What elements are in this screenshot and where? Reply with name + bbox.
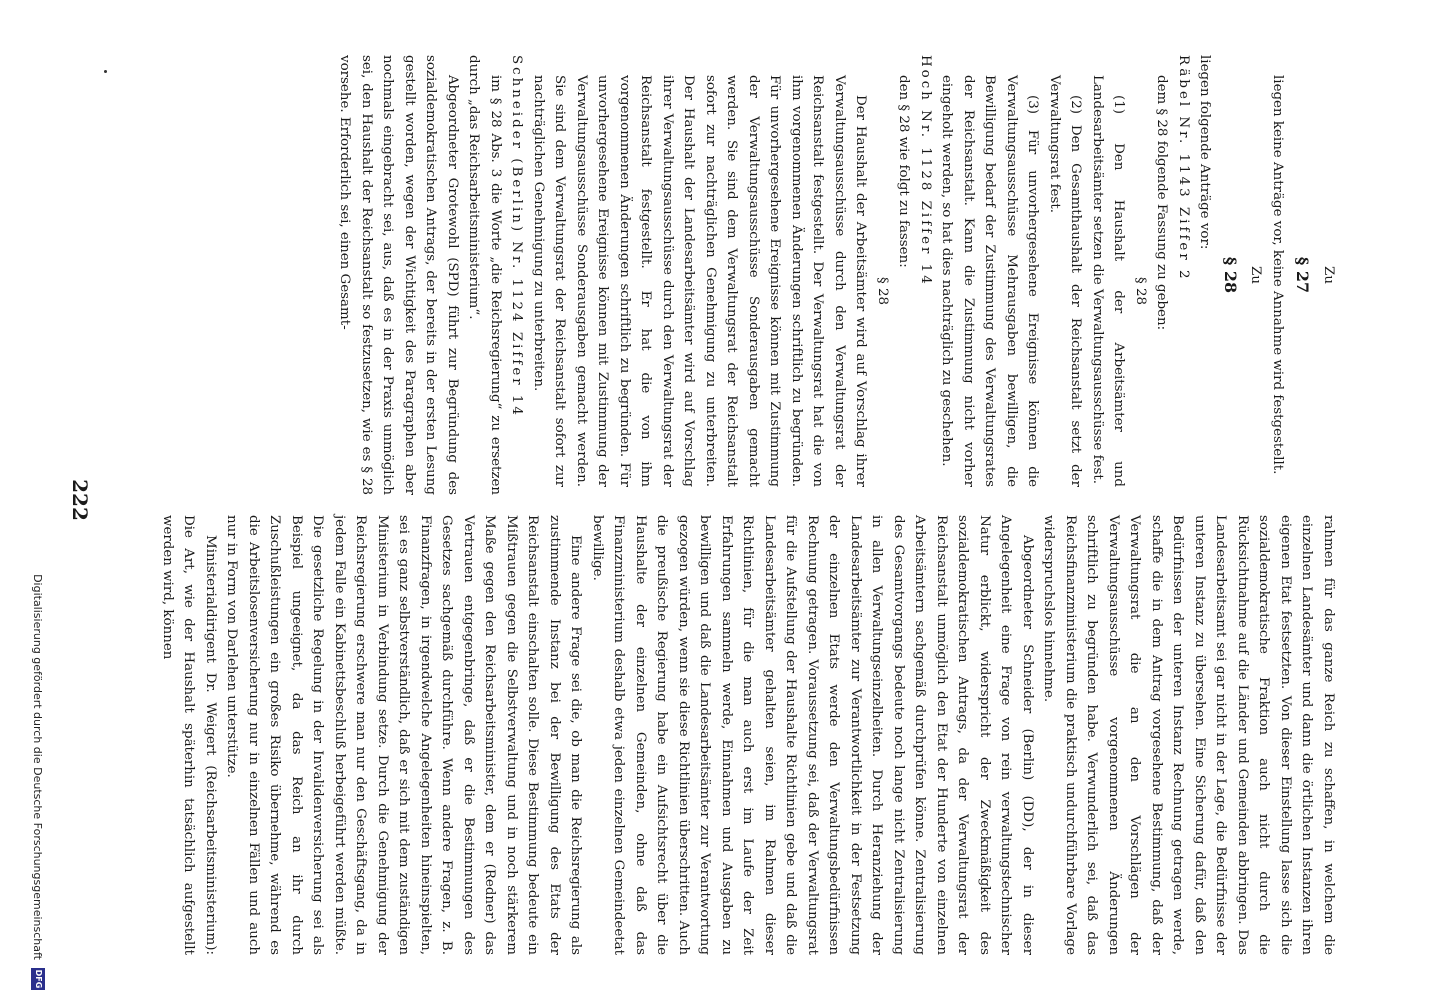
motion-text: den § 28 wie folgt zu fassen:: [896, 75, 912, 268]
motion-quote: [528, 55, 894, 495]
quoted-paragraph: (2) Den Gesamthaushalt der Reichsanstalt setzt der Verwaltungsrat fest.: [1047, 75, 1084, 487]
paragraph: liegen folgende Anträge vor:: [1197, 55, 1213, 250]
quoted-section-heading: § 28: [1133, 277, 1148, 305]
paragraph: Abgeordneter Grotewohl (SPD) führt zur Begründung des sozialdemokratischen Antrags, der bereits in der ersten Lesung gestellt worden, wegen der Wichtigkeit des Paragraphen aber nochmals eingebracht sei, aus, daß es in der Praxis unmöglich sei, den Haushalt der Reichsanstalt so festzusetzen, wie es § 28 vorsehe. Erforderlich sei, einen Gesamt-: [337, 55, 460, 495]
motion-reference: Räbel Nr. 1143 Ziffer 2: [1176, 55, 1191, 282]
digitization-credit: Digitalisierung gefördert durch die Deutsche Forschungsgemeinschaft: [31, 574, 44, 960]
quoted-paragraph: (1) Den Haushalt der Arbeitsämter und Landesarbeitsämter setzen die Verwaltungsausschüsse fest.: [1090, 75, 1127, 487]
quoted-paragraph: (3) Für unvorhergesehene Ereignisse können die Verwaltungsausschüsse Mehrausgaben bewilligen, die Bewilligung bedarf der Zustimmung des Verwaltungsrates der Reichsanstalt. Kann die Zustimmung nicht vorher eingeholt werden, so hat dies nachträglich zu geschehen.: [939, 75, 1041, 487]
paragraph: Ministerialdirigent Dr. Weigert (Reichsarbeitsministerium): Die Art, wie der Haushalt späterhin tatsächlich aufgestellt werden wird, können: [160, 515, 218, 955]
paragraph: liegen keine Anträge vor, keine Annahme wird festgestellt.: [1270, 75, 1285, 475]
section-heading-27: § 27: [1293, 256, 1313, 294]
page-number: 222: [68, 479, 92, 521]
quoted-section-heading: § 28: [875, 277, 890, 305]
motion-text: dem § 28 folgende Fassung zu geben:: [1154, 75, 1170, 331]
zu-label: Zu: [1321, 266, 1336, 284]
zu-label: Zu: [1248, 266, 1264, 284]
paragraph: Abgeordneter Schneider (Berlin) (DD), der in dieser Angelegenheit eine Frage von rein verwaltungstechnischer Natur erblickt, widerspricht der Zweckmäßigkeit des sozialdemokratischen Antrags, da der Verwaltungsrat der Reichsanstalt unmöglich den Etat der Hunderte von einzelnen Arbeitsämtern sachgemäß durchprüfen könne. Zentralisierung des Gesamtvorgangs bedeute noch lange nicht Zentralisierung in allen Verwaltungseinzelheiten. Durch Heranziehung der Landesarbeitsämter zur Verantwortlichkeit in der Festsetzung der einzelnen Etats werde den Verwaltungsbedürfnissen Rechnung getragen. Voraussetzung sei, daß der Verwaltungsrat für die Aufstellung der Haushalte Richtlinien gebe und daß die Landesarbeitsämter gehalten seien, im Rahmen dieser Richtlinien, für die man auch erst im Laufe der Zeit Erfahrungen sammeln werde, Einnahmen und Ausgaben zu bewilligen und daß die Landesarbeitsämter zur Verantwortung gezogen würden, wenn sie diese Richtlinien überschritten. Auch die preußische Regierung habe ein Aufsichtsrecht über die Haushalte der einzelnen Gemeinden, ohne daß das Finanzministerium deshalb etwa jeden einzelnen Gemeindeetat bewillige.: [590, 515, 1035, 955]
paragraph: rahmen für das ganze Reich zu schaffen, in welchem die einzelnen Landesämter und dann die örtlichen Instanzen ihren eigenen Etat festsetzten. Von dieser Einstellung lasse sich die sozialdemokratische Fraktion auch nicht durch die Rücksichtnahme auf die Länder und Gemeinden abbringen. Das Landesarbeitsamt sei gar nicht in der Lage, die Bedürfnisse der unteren Instanz zu übersehen. Eine Sicherung dafür, daß den Bedürfnissen der unteren Instanz Rechnung getragen werde, schaffe die in dem Antrag vorgesehene Bestimmung, daß der Verwaltungsrat die an den Vorschlägen der Verwaltungsausschüsse vorgenommenen Änderungen schriftlich zu begründen habe. Verwunderlich sei, daß das Reichsfinanzministerium die praktisch undurchführbare Vorlage widerspruchslos hinnehme.: [1041, 515, 1336, 955]
motion-text: im § 28 Abs. 3 die Worte „die Reichsregierung“ zu ersetzen durch „das Reichsarbeitsministerium“.: [466, 55, 503, 495]
dfg-logo: DFG: [31, 968, 45, 990]
left-column: [334, 55, 1339, 495]
paragraph: Eine andere Frage sei die, ob man die Reichsregierung als zustimmende Instanz bei der Bewilligung des Etats der Reichsanstalt einschalten solle. Diese Bestimmung bedeute ein Mißtrauen gegen die Selbstverwaltung und in noch stärkerem Maße gegen den Reichsarbeitsminister, dem er (Redner) das Vertrauen entgegenbringe, daß er die Bestimmungen des Gesetzes sachgemäß durchführe. Wenn andere Fragen, z. B. Finanzfragen, in irgendwelche Angelegenheiten hineinspielten, sei es ganz selbstverständlich, daß er sich mit dem zuständigen Ministerium in Verbindung setze. Durch die Genehmigung der Reichsregierung erschwere man nur den Geschäftsgang, da in jedem Falle ein Kabinettsbeschluß herbeigeführt werden müßte. Die gesetzliche Regelung in der Invalidenversicherung sei als Beispiel ungeeignet, da das Reich an ihr durch Zuschußleistungen ein großes Risiko übernehme, während es die Arbeitslosenversicherung nur in einzelnen Fällen und auch nur in Form von Darlehen unterstütze.: [224, 515, 584, 955]
section-heading-28: § 28: [1221, 256, 1240, 294]
motion-reference: Hoch Nr. 1128 Ziffer 14: [918, 55, 933, 287]
motion-quote: [936, 55, 1151, 495]
quoted-paragraph: Der Haushalt der Arbeitsämter wird auf Vorschlag ihrer Verwaltungsausschüsse durch den Verwaltungsrat der Reichsanstalt festgestellt. Der Verwaltungsrat hat die von ihm vorgenommenen Änderungen schriftlich zu begründen. Für unvorhergesehene Ereignisse können mit Zustimmung der Verwaltungsausschüsse Sonderausgaben gemacht werden. Sie sind dem Verwaltungsrat der Reichsanstalt sofort zur nachträglichen Genehmigung zu unterbreiten. Der Haushalt der Landesarbeitsämter wird auf Vorschlag ihrer Verwaltungsausschüsse durch den Verwaltungsrat der Reichsanstalt festgestellt. Er hat die von ihm vorgenommenen Änderungen schriftlich zu begründen. Für unvorhergesehene Ereignisse können mit Zustimmung der Verwaltungsausschüsse Sonderausgaben gemacht werden. Sie sind dem Verwaltungsrat der Reichsanstalt sofort zur nachträglichen Genehmigung zu unterbreiten.: [531, 75, 869, 487]
motion-reference: Schneider (Berlin) Nr. 1124 Ziffer 14: [509, 55, 525, 418]
right-column: [157, 515, 1340, 955]
